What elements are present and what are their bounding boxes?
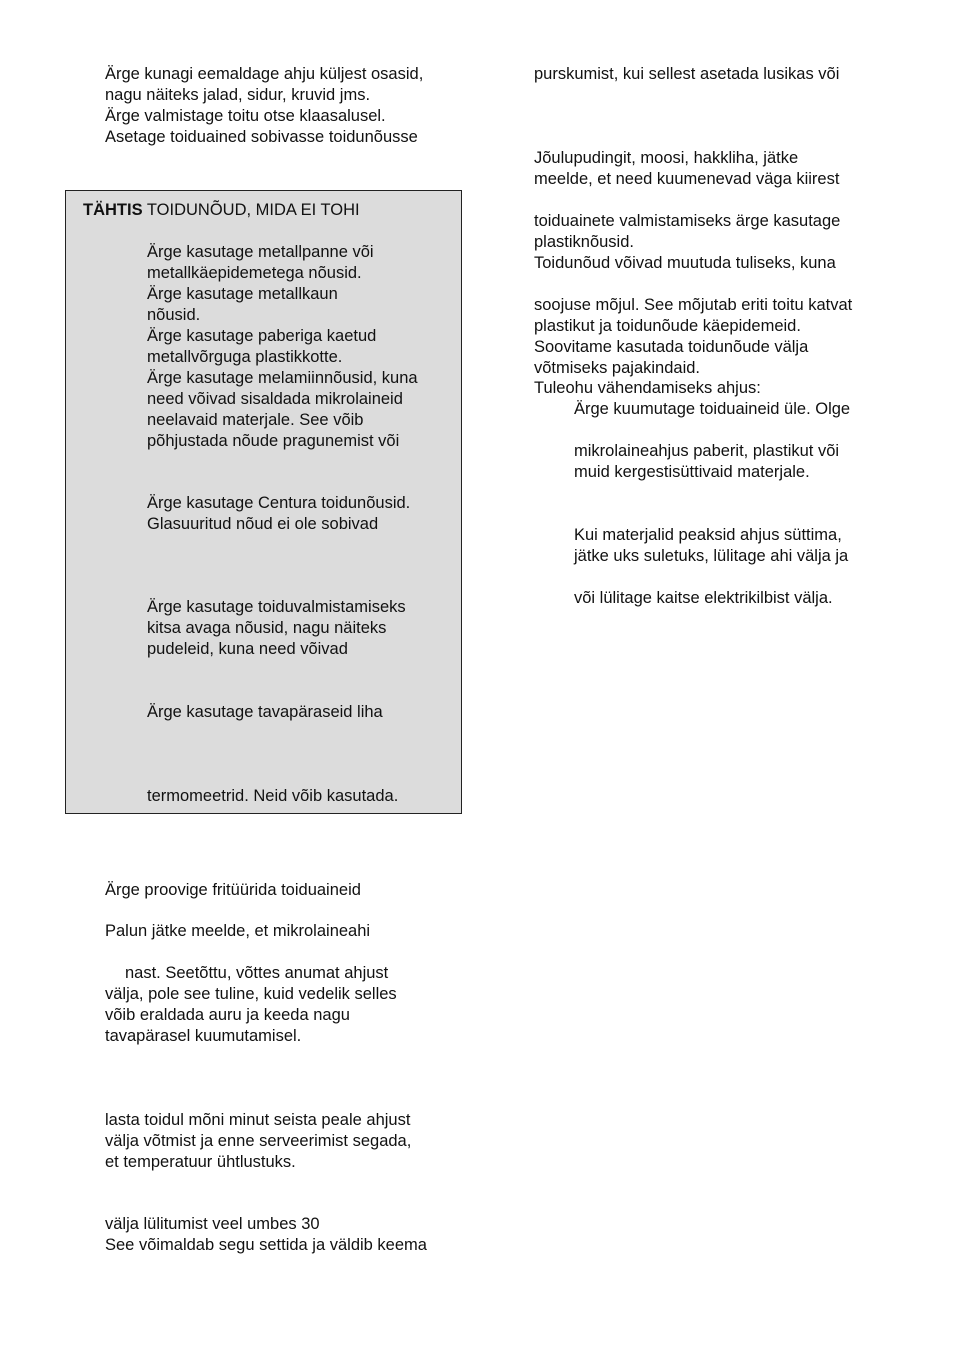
notice-line: metallvõrguga plastikkotte. [147,348,343,366]
right-text-line: meelde, et need kuumenevad väga kiirest [534,170,840,188]
notice-line: Ärge kasutage melamiinnõusid, kuna [147,369,418,387]
notice-heading-bold: TÄHTIS [83,201,143,219]
left-text-line: nagu näiteks jalad, sidur, kruvid jms. [105,86,371,104]
notice-heading [83,200,360,221]
left-text-line: välja võtmist ja enne serveerimist segada, [105,1132,412,1150]
left-text-line: Asetage toiduained sobivasse toidunõusse [105,128,418,146]
notice-line: Glasuuritud nõud ei ole sobivad [147,515,379,533]
left-text-line: Ärge kunagi eemaldage ahju küljest osasid, [105,65,424,83]
notice-line: Ärge kasutage toiduvalmistamiseks [147,598,406,616]
notice-line: Ärge kasutage tavapäraseid liha [147,703,383,721]
right-text-line: soojuse mõjul. See mõjutab eriti toitu katvat [534,296,853,314]
right-text-line: Jõulupudingit, moosi, hakkliha, jätke [534,149,799,167]
notice-line: need võivad sisaldada mikrolaineid [147,390,403,408]
right-indent-line: mikrolaineahjus paberit, plastikut või [574,442,840,460]
notice-line: nõusid. [147,306,201,324]
notice-line: metallkäepidemetega nõusid. [147,264,362,282]
right-text-line: plastikut ja toidunõude käepidemeid. [534,317,801,335]
left-text-line: et temperatuur ühtlustuks. [105,1153,296,1171]
left-text-line: lasta toidul mõni minut seista peale ahjust [105,1111,411,1129]
right-indent-line: Ärge kuumutage toiduaineid üle. Olge [574,400,851,418]
left-text-line: Palun jätke meelde, et mikrolaineahi [105,922,371,940]
right-text-line: toiduainete valmistamiseks ärge kasutage [534,212,841,230]
left-text-line: välja lülitumist veel umbes 30 [105,1215,320,1233]
left-text-line: nast. Seetõttu, võttes anumat ahjust [125,964,389,982]
left-text-line: tavapärasel kuumutamisel. [105,1027,302,1045]
left-text-line: See võimaldab segu settida ja väldib keema [105,1236,427,1254]
right-indent-line: Kui materjalid peaksid ahjus süttima, [574,526,842,544]
notice-line: Ärge kasutage Centura toidunõusid. [147,494,411,512]
left-text-line: Ärge valmistage toitu otse klaasalusel. [105,107,386,125]
left-text-line: võib eraldada auru ja keeda nagu [105,1006,350,1024]
right-text-line: plastiknõusid. [534,233,634,251]
notice-line: Ärge kasutage metallpanne või [147,243,374,261]
right-indent-line: muid kergestisüttivaid materjale. [574,463,810,481]
notice-line: Ärge kasutage metallkaun [147,285,338,303]
right-indent-line: või lülitage kaitse elektrikilbist välja. [574,589,833,607]
right-text-line: purskumist, kui sellest asetada lusikas või [534,65,840,83]
right-text-line: Soovitame kasutada toidunõude välja [534,338,809,356]
notice-line: termomeetrid. Neid võib kasutada. [147,787,399,805]
notice-heading-rest: TOIDUNÕUD, MIDA EI TOHI [142,201,360,219]
notice-line: põhjustada nõude pragunemist või [147,432,400,450]
right-indent-line: jätke uks suletuks, lülitage ahi välja ja [574,547,849,565]
right-text-line: võtmiseks pajakindaid. [534,359,700,377]
left-text-line: välja, pole see tuline, kuid vedelik selles [105,985,397,1003]
notice-line: pudeleid, kuna need võivad [147,640,348,658]
left-text-line: Ärge proovige fritüürida toiduaineid [105,881,361,899]
right-text-line: Toidunõud võivad muutuda tuliseks, kuna [534,254,836,272]
notice-line: Ärge kasutage paberiga kaetud [147,327,377,345]
notice-line: kitsa avaga nõusid, nagu näiteks [147,619,387,637]
notice-line: neelavaid materjale. See võib [147,411,364,429]
right-text-line: Tuleohu vähendamiseks ahjus: [534,379,761,397]
